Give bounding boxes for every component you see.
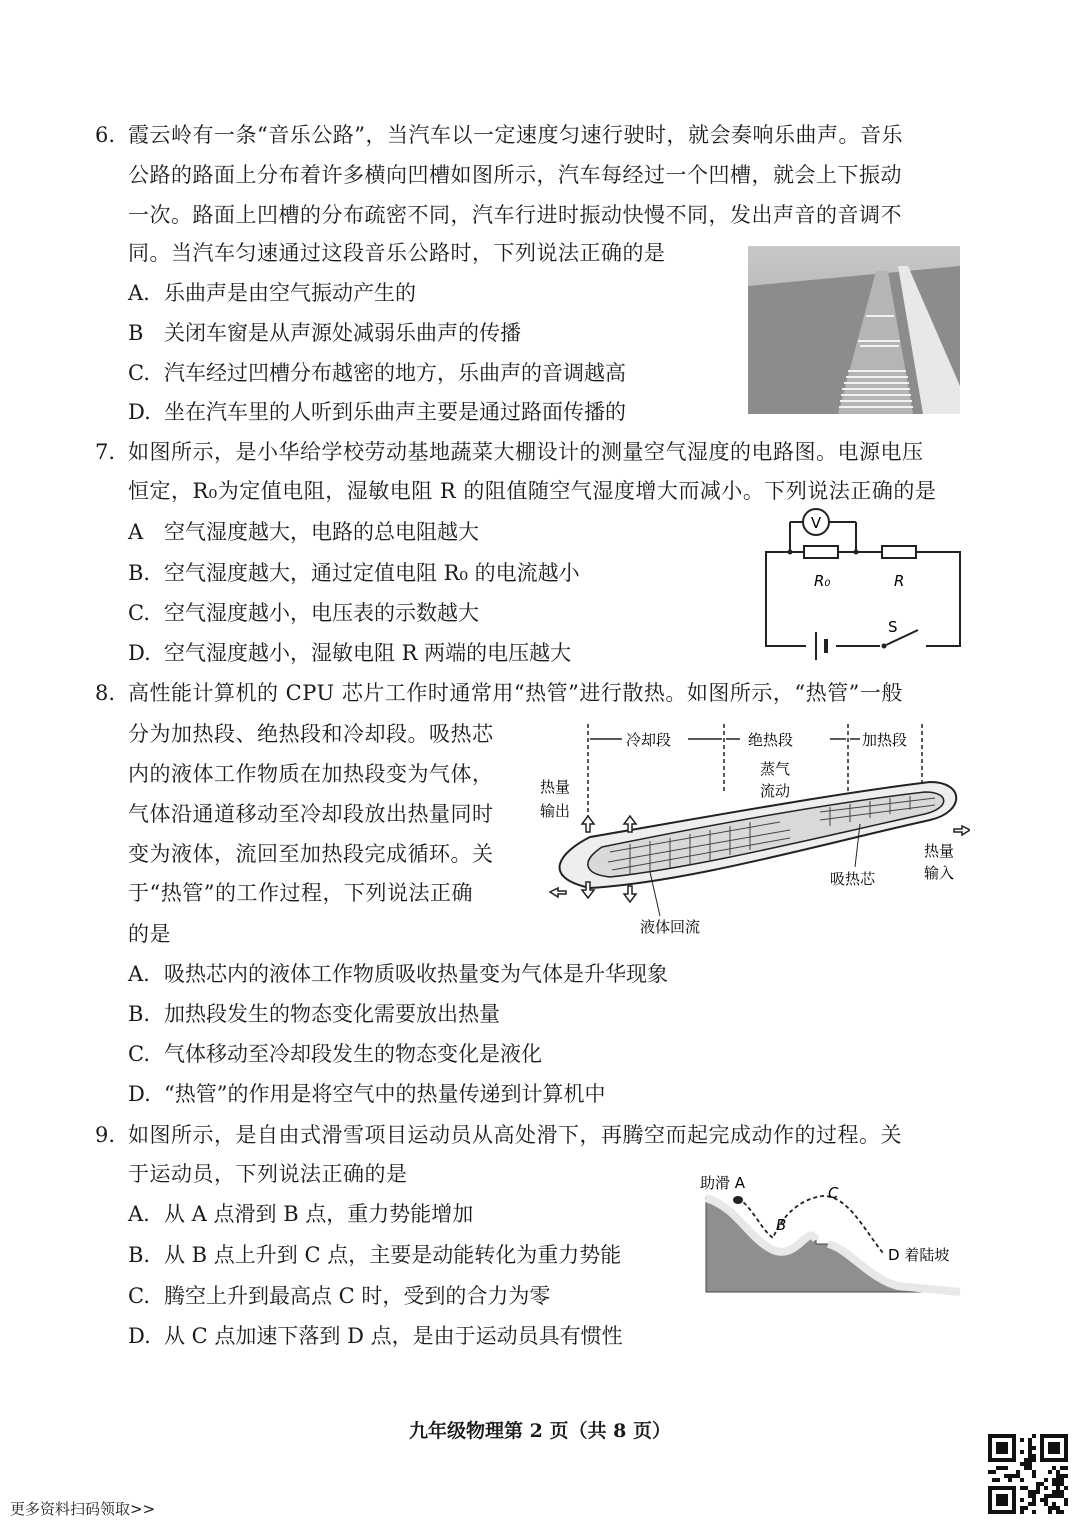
q7-stem-line-2: 恒定，R₀为定值电阻，湿敏电阻 R 的阻值随空气湿度增大而减小。下列说法正确的是 <box>128 479 937 503</box>
point-d-label: D 着陆坡 <box>888 1246 950 1264</box>
heat-in-label-2: 输入 <box>924 864 955 882</box>
heat-out-label-2: 输出 <box>540 802 571 820</box>
r-label: R <box>894 572 905 590</box>
page-footer: 九年级物理第 2 页（共 8 页） <box>409 1420 671 1442</box>
q8-stem-line-5: 变为液体，流回至加热段完成循环。关 <box>128 842 494 866</box>
music-road-photo <box>748 246 960 414</box>
scan-for-more-note: 更多资料扫码领取>> <box>10 1500 156 1518</box>
q8-option-b: B. 加热段发生的物态变化需要放出热量 <box>128 1002 500 1026</box>
heat-out-label-1: 热量 <box>540 778 571 796</box>
heating-section-label: 加热段 <box>862 731 908 749</box>
q8-stem-line-4: 气体沿通道移动至冷却段放出热量同时 <box>128 802 494 826</box>
q7-number: 7. <box>95 440 116 464</box>
q9-number: 9. <box>95 1123 116 1147</box>
q8-stem-line-3: 内的液体工作物质在加热段变为气体， <box>128 762 494 786</box>
q9-stem-line-1: 如图所示，是自由式滑雪项目运动员从高处滑下，再腾空而起完成动作的过程。关 <box>128 1123 902 1147</box>
q6-option-a: A. 乐曲声是由空气振动产生的 <box>128 281 416 305</box>
adiabatic-section-label: 绝热段 <box>748 731 794 749</box>
q6-option-d: D. 坐在汽车里的人听到乐曲声主要是通过路面传播的 <box>128 400 626 424</box>
r0-label: R₀ <box>814 572 831 590</box>
qr-code-icon <box>988 1434 1068 1514</box>
q8-stem-line-2: 分为加热段、绝热段和冷却段。吸热芯 <box>128 722 494 746</box>
q9-stem-line-2: 于运动员，下列说法正确的是 <box>128 1162 408 1186</box>
switch-label: S <box>888 618 898 636</box>
resistor-r <box>882 546 916 558</box>
q8-option-c: C. 气体移动至冷却段发生的物态变化是液化 <box>128 1042 542 1066</box>
heat-pipe-diagram <box>530 712 970 944</box>
q7-option-a: A 空气湿度越大，电路的总电阻越大 <box>128 520 479 544</box>
q6-option-c: C. 汽车经过凹槽分布越密的地方，乐曲声的音调越高 <box>128 361 626 385</box>
q6-stem-line-2: 公路的路面上分布着许多横向凹槽如图所示，汽车每经过一个凹槽，就会上下振动 <box>128 163 902 187</box>
voltmeter-label: V <box>810 514 822 532</box>
q6-number: 6. <box>95 123 116 147</box>
humidity-circuit-diagram <box>760 502 970 662</box>
cooling-section-label: 冷却段 <box>626 731 672 749</box>
q6-option-b: B 关闭车窗是从声源处减弱乐曲声的传播 <box>128 321 521 345</box>
freestyle-ski-diagram <box>698 1168 970 1296</box>
q6-stem-line-1: 霞云岭有一条“音乐公路”，当汽车以一定速度匀速行驶时，就会奏响乐曲声。音乐 <box>128 123 903 147</box>
q7-stem-line-1: 如图所示，是小华给学校劳动基地蔬菜大棚设计的测量空气湿度的电路图。电源电压 <box>128 440 924 464</box>
q8-stem-line-1: 高性能计算机的 CPU 芯片工作时通常用“热管”进行散热。如图所示，“热管”一般 <box>128 681 903 705</box>
resistor-r0 <box>804 546 838 558</box>
point-a-label: 助滑 A <box>700 1174 746 1192</box>
q8-option-a: A. 吸热芯内的液体工作物质吸收热量变为气体是升华现象 <box>128 962 668 986</box>
q8-stem-line-7: 的是 <box>128 922 171 946</box>
wick-label: 吸热芯 <box>830 870 876 888</box>
point-c-label: C <box>828 1184 839 1202</box>
q7-option-c: C. 空气湿度越小，电压表的示数越大 <box>128 601 479 625</box>
q9-option-d: D. 从 C 点加速下落到 D 点，是由于运动员具有惯性 <box>128 1324 623 1348</box>
q9-option-a: A. 从 A 点滑到 B 点，重力势能增加 <box>128 1202 474 1226</box>
point-b-label: B <box>776 1216 787 1234</box>
q6-stem-line-3: 一次。路面上凹槽的分布疏密不同，汽车行进时振动快慢不同，发出声音的音调不 <box>128 203 902 227</box>
q7-option-b: B. 空气湿度越大，通过定值电阻 R₀ 的电流越小 <box>128 561 580 585</box>
q8-stem-line-6: 于“热管”的工作过程，下列说法正确 <box>128 881 473 905</box>
vapor-label-1: 蒸气 <box>760 760 791 778</box>
vapor-label-2: 流动 <box>760 782 791 800</box>
q6-stem-line-4: 同。当汽车匀速通过这段音乐公路时，下列说法正确的是 <box>128 241 666 265</box>
q9-option-b: B. 从 B 点上升到 C 点，主要是动能转化为重力势能 <box>128 1243 622 1267</box>
q8-number: 8. <box>95 681 116 705</box>
liquid-return-label: 液体回流 <box>640 918 701 936</box>
q8-option-d: D. “热管”的作用是将空气中的热量传递到计算机中 <box>128 1082 606 1106</box>
q7-option-d: D. 空气湿度越小，湿敏电阻 R 两端的电压越大 <box>128 641 572 665</box>
q9-option-c: C. 腾空上升到最高点 C 时，受到的合力为零 <box>128 1284 551 1308</box>
skier-icon <box>733 1196 743 1204</box>
heat-in-label-1: 热量 <box>924 842 955 860</box>
